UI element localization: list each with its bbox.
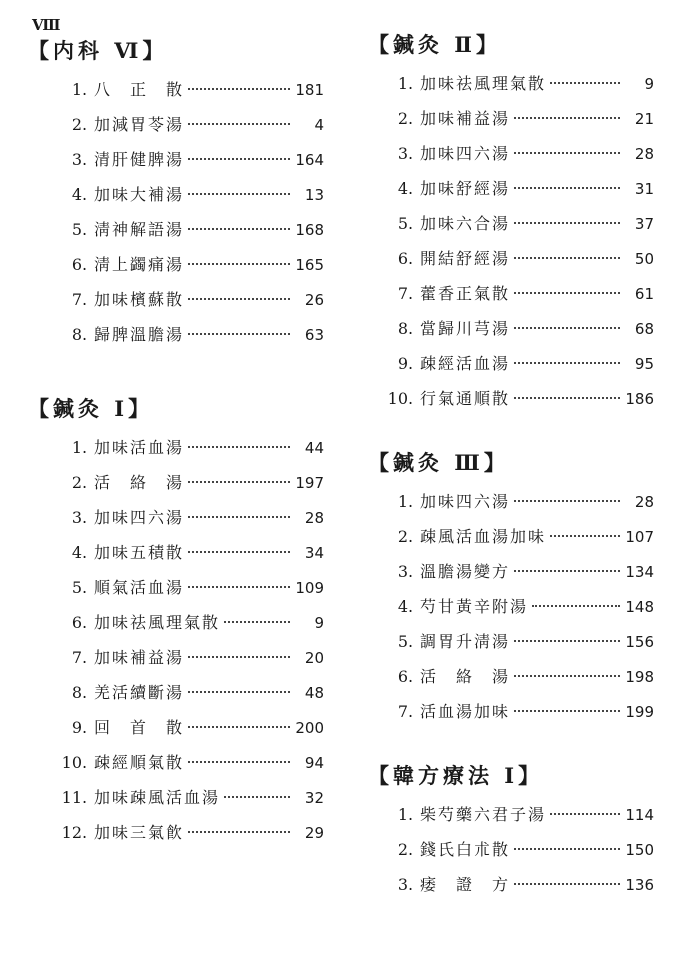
page-number: Ⅷ xyxy=(32,16,60,34)
entry-number: 7 xyxy=(71,648,82,667)
entry-number: 2 xyxy=(397,109,408,128)
entry-dot: . xyxy=(82,718,88,737)
entry-number: 6 xyxy=(397,667,408,686)
dot-leader xyxy=(514,362,620,364)
section-title: 【鍼灸 Ⅲ】 xyxy=(368,450,509,475)
entry-dot: . xyxy=(82,473,88,492)
entry-number: 1 xyxy=(397,805,408,824)
dot-leader xyxy=(188,298,290,300)
toc-entry xyxy=(28,815,324,850)
entry-name: 藿香正氣散 xyxy=(420,284,511,303)
entry-list xyxy=(368,797,698,902)
entry-page: 109 xyxy=(295,579,324,597)
entry-name: 加味活血湯 xyxy=(94,438,185,457)
dot-leader xyxy=(188,761,290,763)
entry-number: 8 xyxy=(397,319,408,338)
toc-entry xyxy=(28,710,324,745)
dot-leader xyxy=(514,187,620,189)
entry-page: 44 xyxy=(304,439,324,457)
entry-dot: . xyxy=(82,438,88,457)
section-naegwa-6 xyxy=(28,36,358,352)
entry-name: 加味疎風活血湯 xyxy=(94,788,221,807)
entry-name: 加減胃苓湯 xyxy=(94,115,185,134)
toc-entry xyxy=(368,832,654,867)
dot-leader xyxy=(188,158,290,160)
dot-leader xyxy=(188,446,290,448)
entry-number: 6 xyxy=(71,613,82,632)
section-chimgu-2 xyxy=(368,30,698,416)
entry-dot: . xyxy=(408,109,414,128)
toc-entry xyxy=(368,276,654,311)
dot-leader xyxy=(188,193,290,195)
entry-name: 加味祛風理氣散 xyxy=(420,74,547,93)
entry-number: 10 xyxy=(61,753,82,772)
entry-number: 5 xyxy=(397,214,408,233)
entry-page: 9 xyxy=(314,614,324,632)
dot-leader xyxy=(188,726,290,728)
entry-name: 加味檳蘇散 xyxy=(94,290,185,309)
entry-name: 調胃升淸湯 xyxy=(420,632,511,651)
entry-name: 當歸川芎湯 xyxy=(420,319,511,338)
entry-number: 2 xyxy=(71,473,82,492)
entry-number: 4 xyxy=(71,543,82,562)
entry-dot: . xyxy=(408,597,414,616)
entry-dot: . xyxy=(82,753,88,772)
entry-name: 回 首 散 xyxy=(94,718,185,737)
dot-leader xyxy=(188,656,290,658)
toc-entry xyxy=(368,206,654,241)
entry-name: 八 正 散 xyxy=(94,80,185,99)
entry-page: 26 xyxy=(304,291,324,309)
entry-page: 156 xyxy=(625,633,654,651)
entry-list xyxy=(368,66,698,416)
entry-number: 8 xyxy=(71,325,82,344)
dot-leader xyxy=(188,123,290,125)
entry-page: 94 xyxy=(304,754,324,772)
entry-name: 加味三氣飮 xyxy=(94,823,185,842)
entry-page: 4 xyxy=(314,116,324,134)
entry-name: 加味四六湯 xyxy=(420,144,511,163)
dot-leader xyxy=(514,257,620,259)
entry-page: 136 xyxy=(625,876,654,894)
left-column xyxy=(28,36,358,850)
entry-number: 2 xyxy=(397,840,408,859)
entry-number: 4 xyxy=(397,597,408,616)
entry-list xyxy=(28,430,358,850)
toc-entry xyxy=(28,430,324,465)
section-chimgu-1 xyxy=(28,394,358,850)
entry-dot: . xyxy=(82,290,88,309)
entry-dot: . xyxy=(82,325,88,344)
entry-name: 加味四六湯 xyxy=(420,492,511,511)
entry-name: 羌活續斷湯 xyxy=(94,683,185,702)
toc-entry xyxy=(368,101,654,136)
dot-leader xyxy=(514,152,620,154)
entry-name: 淸神解語湯 xyxy=(94,220,185,239)
entry-name: 溫膽湯變方 xyxy=(420,562,511,581)
toc-entry xyxy=(368,624,654,659)
toc-entry xyxy=(28,282,324,317)
section-title: 【内科 Ⅵ】 xyxy=(28,38,168,63)
entry-page: 50 xyxy=(634,250,654,268)
entry-page: 21 xyxy=(634,110,654,128)
entry-name: 活 絡 湯 xyxy=(420,667,511,686)
dot-leader xyxy=(188,228,290,230)
entry-dot: . xyxy=(408,632,414,651)
entry-number: 10 xyxy=(387,389,408,408)
entry-page: 48 xyxy=(304,684,324,702)
entry-page: 28 xyxy=(634,493,654,511)
entry-page: 165 xyxy=(295,256,324,274)
entry-dot: . xyxy=(82,823,88,842)
entry-name: 歸脾溫膽湯 xyxy=(94,325,185,344)
entry-dot: . xyxy=(82,578,88,597)
entry-page: 32 xyxy=(304,789,324,807)
toc-entry xyxy=(28,535,324,570)
dot-leader xyxy=(188,481,290,483)
entry-dot: . xyxy=(408,354,414,373)
toc-entry xyxy=(28,780,324,815)
entry-page: 68 xyxy=(634,320,654,338)
entry-number: 6 xyxy=(71,255,82,274)
entry-dot: . xyxy=(408,667,414,686)
entry-number: 3 xyxy=(397,875,408,894)
entry-dot: . xyxy=(408,179,414,198)
entry-page: 134 xyxy=(625,563,654,581)
toc-entry xyxy=(368,484,654,519)
toc-entry xyxy=(28,745,324,780)
entry-dot: . xyxy=(408,214,414,233)
toc-entry xyxy=(28,72,324,107)
entry-page: 186 xyxy=(625,390,654,408)
toc-entry xyxy=(28,142,324,177)
toc-entry xyxy=(368,136,654,171)
entry-name: 疎經活血湯 xyxy=(420,354,511,373)
entry-number: 1 xyxy=(397,492,408,511)
entry-number: 9 xyxy=(71,718,82,737)
entry-dot: . xyxy=(408,840,414,859)
toc-entry xyxy=(368,241,654,276)
dot-leader xyxy=(188,516,290,518)
entry-dot: . xyxy=(82,185,88,204)
entry-name: 疎經順氣散 xyxy=(94,753,185,772)
toc-entry xyxy=(368,554,654,589)
toc-entry xyxy=(28,107,324,142)
entry-page: 63 xyxy=(304,326,324,344)
entry-number: 6 xyxy=(397,249,408,268)
entry-list xyxy=(28,72,358,352)
dot-leader xyxy=(514,848,620,850)
entry-dot: . xyxy=(408,492,414,511)
section-chimgu-3 xyxy=(368,448,698,729)
dot-leader xyxy=(514,883,620,885)
entry-name: 加味祛風理氣散 xyxy=(94,613,221,632)
entry-name: 疎風活血湯加味 xyxy=(420,527,547,546)
entry-dot: . xyxy=(82,613,88,632)
dot-leader xyxy=(514,710,620,712)
entry-page: 181 xyxy=(295,81,324,99)
dot-leader xyxy=(188,831,290,833)
entry-dot: . xyxy=(82,255,88,274)
entry-page: 31 xyxy=(634,180,654,198)
entry-name: 行氣通順散 xyxy=(420,389,511,408)
toc-entry xyxy=(368,589,654,624)
entry-page: 28 xyxy=(304,509,324,527)
entry-dot: . xyxy=(82,150,88,169)
toc-entry xyxy=(368,381,654,416)
entry-dot: . xyxy=(82,115,88,134)
dot-leader xyxy=(514,292,620,294)
dot-leader xyxy=(514,675,620,677)
entry-number: 2 xyxy=(397,527,408,546)
entry-number: 9 xyxy=(397,354,408,373)
entry-dot: . xyxy=(82,220,88,239)
entry-name: 芍甘黃辛附湯 xyxy=(420,597,529,616)
entry-list xyxy=(368,484,698,729)
toc-entry xyxy=(368,659,654,694)
entry-number: 8 xyxy=(71,683,82,702)
entry-dot: . xyxy=(408,702,414,721)
entry-name: 加味補益湯 xyxy=(420,109,511,128)
dot-leader xyxy=(514,640,620,642)
entry-dot: . xyxy=(408,875,414,894)
entry-number: 2 xyxy=(71,115,82,134)
entry-name: 柴芍藥六君子湯 xyxy=(420,805,547,824)
entry-dot: . xyxy=(82,508,88,527)
toc-entry xyxy=(28,640,324,675)
section-hanbang-1 xyxy=(368,761,698,902)
entry-number: 12 xyxy=(61,823,82,842)
entry-name: 加味五積散 xyxy=(94,543,185,562)
entry-number: 5 xyxy=(397,632,408,651)
dot-leader xyxy=(550,535,620,537)
entry-page: 95 xyxy=(634,355,654,373)
entry-page: 198 xyxy=(625,668,654,686)
entry-page: 61 xyxy=(634,285,654,303)
dot-leader xyxy=(188,551,290,553)
entry-number: 1 xyxy=(397,74,408,93)
section-title: 【鍼灸 Ⅰ】 xyxy=(28,396,154,421)
dot-leader xyxy=(550,813,620,815)
entry-name: 加味舒經湯 xyxy=(420,179,511,198)
entry-number: 3 xyxy=(397,562,408,581)
entry-number: 3 xyxy=(397,144,408,163)
entry-page: 107 xyxy=(625,528,654,546)
right-column xyxy=(368,30,698,902)
dot-leader xyxy=(188,333,290,335)
entry-page: 164 xyxy=(295,151,324,169)
entry-page: 28 xyxy=(634,145,654,163)
toc-entry xyxy=(368,311,654,346)
entry-dot: . xyxy=(82,80,88,99)
dot-leader xyxy=(224,621,290,623)
dot-leader xyxy=(514,570,620,572)
dot-leader xyxy=(532,605,620,607)
entry-dot: . xyxy=(82,683,88,702)
entry-name: 活 絡 湯 xyxy=(94,473,185,492)
entry-name: 加味大補湯 xyxy=(94,185,185,204)
entry-page: 29 xyxy=(304,824,324,842)
entry-dot: . xyxy=(82,648,88,667)
toc-entry xyxy=(368,66,654,101)
entry-number: 7 xyxy=(397,284,408,303)
entry-dot: . xyxy=(408,284,414,303)
entry-name: 加味四六湯 xyxy=(94,508,185,527)
dot-leader xyxy=(188,263,290,265)
entry-name: 加味補益湯 xyxy=(94,648,185,667)
entry-number: 1 xyxy=(71,438,82,457)
entry-number: 1 xyxy=(71,80,82,99)
entry-page: 200 xyxy=(295,719,324,737)
entry-name: 痿 證 方 xyxy=(420,875,511,894)
dot-leader xyxy=(550,82,620,84)
entry-page: 20 xyxy=(304,649,324,667)
toc-entry xyxy=(368,171,654,206)
entry-page: 9 xyxy=(644,75,654,93)
dot-leader xyxy=(514,500,620,502)
toc-entry xyxy=(28,675,324,710)
entry-page: 168 xyxy=(295,221,324,239)
entry-number: 3 xyxy=(71,508,82,527)
entry-number: 5 xyxy=(71,578,82,597)
entry-name: 順氣活血湯 xyxy=(94,578,185,597)
entry-name: 錢氏白朮散 xyxy=(420,840,511,859)
entry-dot: . xyxy=(408,249,414,268)
entry-name: 清肝健脾湯 xyxy=(94,150,185,169)
entry-page: 197 xyxy=(295,474,324,492)
entry-name: 開結舒經湯 xyxy=(420,249,511,268)
entry-dot: . xyxy=(408,144,414,163)
toc-entry xyxy=(28,500,324,535)
entry-page: 114 xyxy=(625,806,654,824)
entry-dot: . xyxy=(408,74,414,93)
dot-leader xyxy=(188,88,290,90)
toc-entry xyxy=(368,867,654,902)
entry-page: 199 xyxy=(625,703,654,721)
entry-dot: . xyxy=(408,319,414,338)
dot-leader xyxy=(514,117,620,119)
entry-dot: . xyxy=(408,805,414,824)
dot-leader xyxy=(514,327,620,329)
entry-dot: . xyxy=(408,389,414,408)
entry-number: 4 xyxy=(71,185,82,204)
entry-number: 3 xyxy=(71,150,82,169)
toc-entry xyxy=(28,317,324,352)
toc-entry xyxy=(368,519,654,554)
toc-entry xyxy=(28,212,324,247)
entry-number: 5 xyxy=(71,220,82,239)
toc-entry xyxy=(368,694,654,729)
section-title: 【韓方療法 Ⅰ】 xyxy=(368,763,544,788)
entry-name: 加味六合湯 xyxy=(420,214,511,233)
toc-entry xyxy=(28,247,324,282)
entry-dot: . xyxy=(408,527,414,546)
entry-page: 37 xyxy=(634,215,654,233)
dot-leader xyxy=(224,796,290,798)
dot-leader xyxy=(188,586,290,588)
entry-page: 13 xyxy=(304,186,324,204)
entry-name: 淸上蠲痛湯 xyxy=(94,255,185,274)
entry-number: 4 xyxy=(397,179,408,198)
toc-entry xyxy=(368,797,654,832)
toc-entry xyxy=(28,570,324,605)
entry-page: 150 xyxy=(625,841,654,859)
entry-page: 148 xyxy=(625,598,654,616)
section-title: 【鍼灸 Ⅱ】 xyxy=(368,32,502,57)
entry-dot: . xyxy=(408,562,414,581)
entry-dot: . xyxy=(82,543,88,562)
toc-entry xyxy=(368,346,654,381)
entry-dot: . xyxy=(82,788,88,807)
toc-entry xyxy=(28,177,324,212)
dot-leader xyxy=(188,691,290,693)
toc-entry xyxy=(28,605,324,640)
entry-number: 7 xyxy=(397,702,408,721)
entry-number: 11 xyxy=(61,788,82,807)
toc-entry xyxy=(28,465,324,500)
dot-leader xyxy=(514,397,620,399)
entry-number: 7 xyxy=(71,290,82,309)
dot-leader xyxy=(514,222,620,224)
entry-name: 活血湯加味 xyxy=(420,702,511,721)
entry-page: 34 xyxy=(304,544,324,562)
